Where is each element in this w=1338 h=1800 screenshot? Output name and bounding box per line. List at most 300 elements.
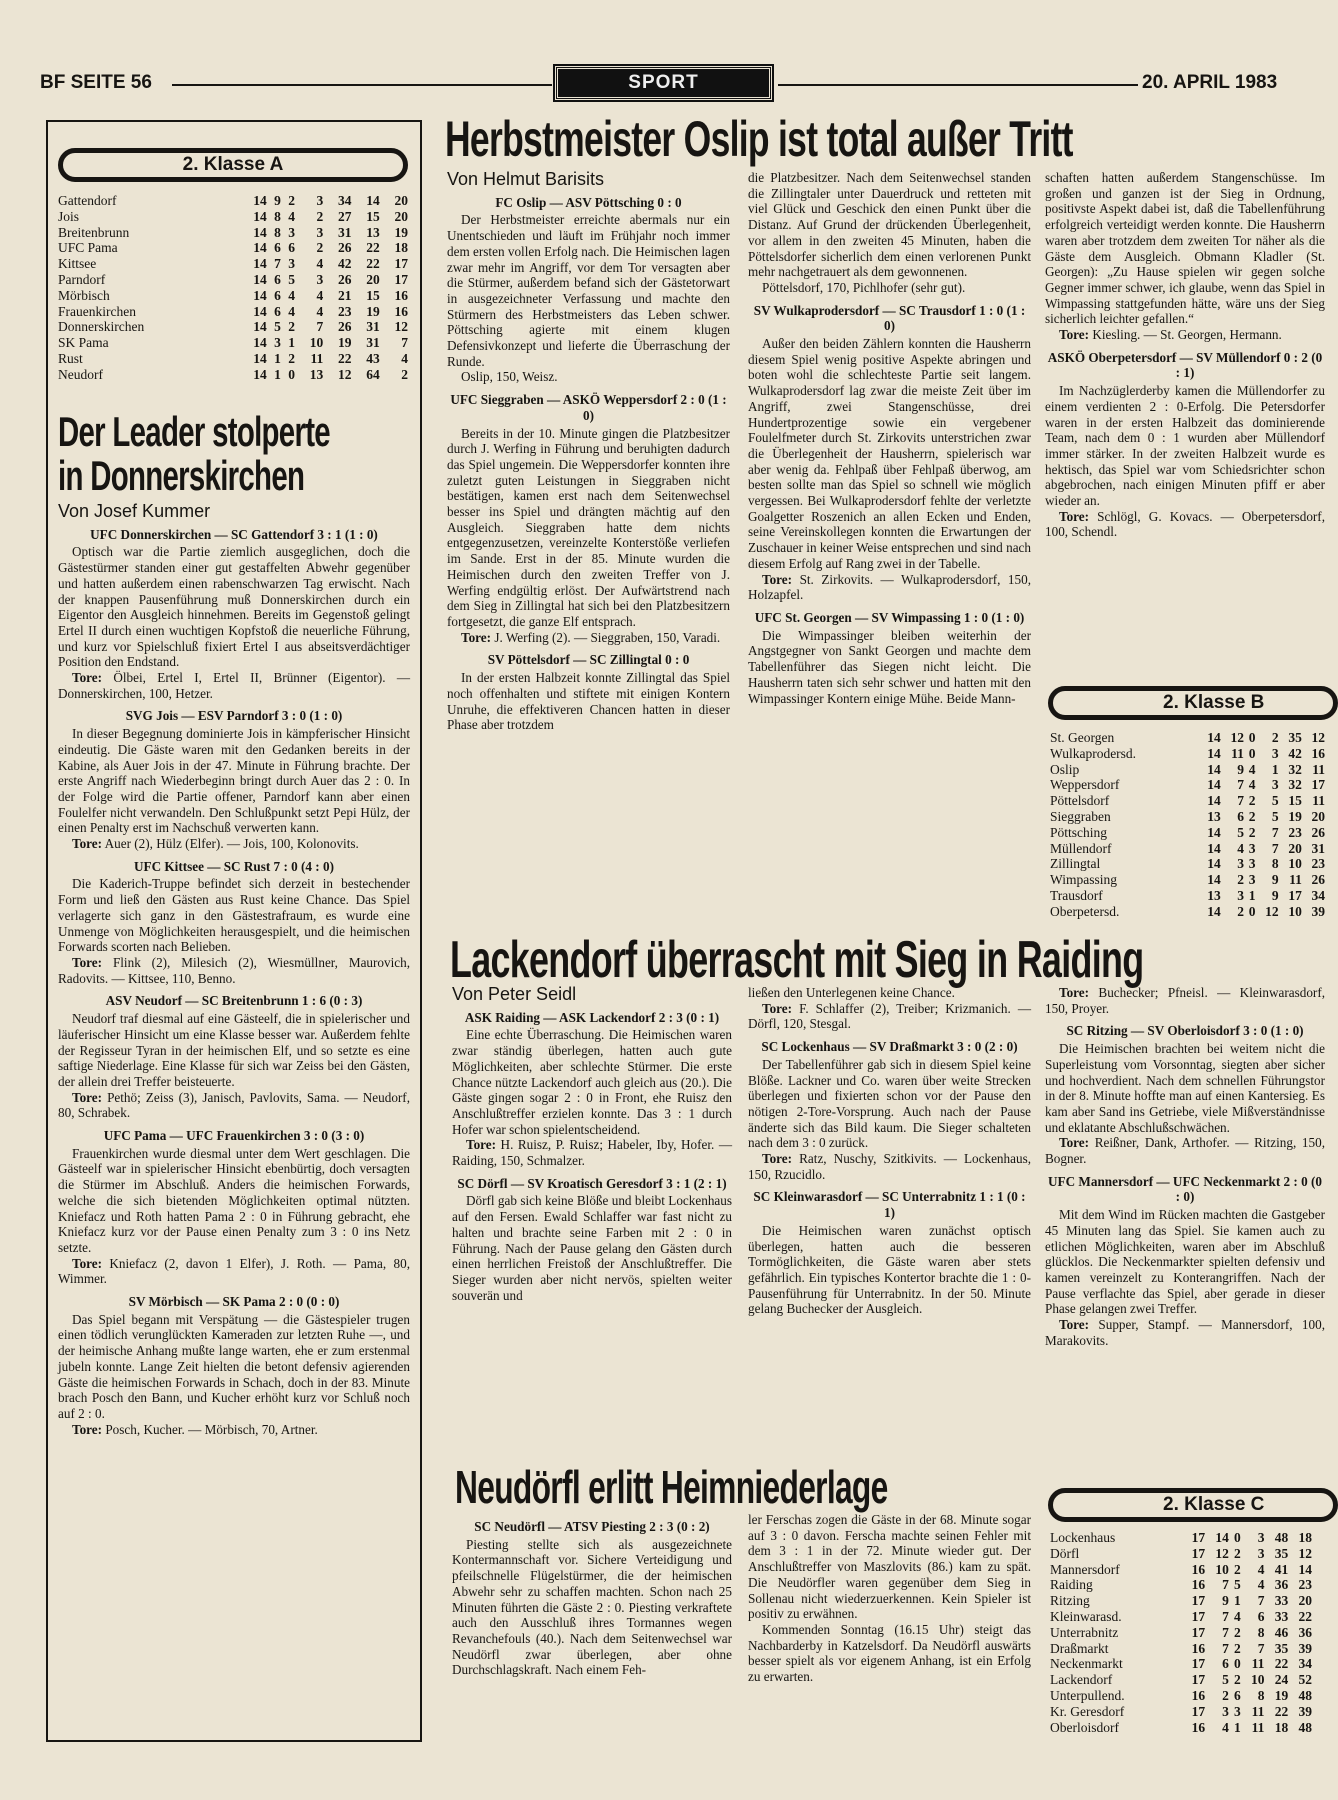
- stat-cell: 14: [253, 319, 267, 335]
- team-name: Zillingtal: [1050, 856, 1101, 872]
- paragraph: Bereits in der 10. Minute gingen die Platzbesitzer durch J. Werfing in Führung und beruhigten dadurch das Spiel ungemein. Die Weppersdorfer konnten ihre zuletzt guten Leistungen in Sieggraben nicht bestätigen, kamen erst nach dem Seitenwechsel besser ins Spiel und drängten mächtig auf den Ausgleich. Sieggraben hatte dem nichts entgegenzusetzen, vereinzelte Konterstöße verliefen im Sande. Erst in der 85. Minute wurden die Heimischen durch den zweiten Treffer von J. Werfing endgültig erlöst. Der Aufwärtstrend nach dem Sieg in Zillingtal hat sich bei den Platzbesitzern fortgesetzt, die ganze Elf entsprach.: [447, 425, 730, 629]
- stat-cell: 3: [1222, 1703, 1229, 1719]
- standings-row: [58, 193, 408, 209]
- match-result: ASKÖ Oberpetersdorf — SV Müllendorf 0 : 2 (0 : 1): [1047, 349, 1323, 381]
- klasse-b-table: [1050, 730, 1325, 920]
- stat-cell: 5: [1237, 824, 1244, 840]
- stat-cell: 13: [309, 366, 324, 382]
- stat-cell: 3: [1233, 1703, 1241, 1719]
- stat-cell: 18: [1274, 1719, 1289, 1735]
- standings-row: [1050, 1530, 1312, 1546]
- stat-cell: 23: [1288, 824, 1302, 840]
- goals-line: [58, 1422, 410, 1438]
- stat-cell: 4: [1233, 1608, 1241, 1624]
- stat-cell: 7: [1257, 1593, 1265, 1609]
- standings-row: [1050, 1546, 1312, 1562]
- standings-row: [58, 335, 408, 351]
- team-name: Mörbisch: [58, 287, 110, 303]
- page-number: BF SEITE 56: [40, 72, 152, 93]
- match-result: SC Ritzing — SV Oberloisdorf 3 : 0 (1 : 0): [1066, 1023, 1304, 1039]
- goals-text: Pethö; Zeiss (3), Janisch, Pavlovits, Sama. — Neudorf, 80, Schrabek.: [58, 1089, 410, 1121]
- stat-cell: 48: [1298, 1719, 1312, 1735]
- paragraph: Pöttelsdorf, 170, Pichlhofer (sehr gut).: [762, 279, 966, 295]
- stat-cell: 2: [1248, 808, 1256, 824]
- team-name: SK Pama: [58, 335, 109, 351]
- stat-cell: 11: [1251, 1703, 1265, 1719]
- stat-cell: 41: [1274, 1561, 1289, 1577]
- stat-cell: 13: [366, 224, 380, 240]
- stat-cell: 5: [1271, 793, 1279, 809]
- standings-row: [1050, 1577, 1312, 1593]
- stat-cell: 14: [1207, 824, 1221, 840]
- goals-text: Ratz, Nuschy, Szitkivits. — Lockenhaus, 150, Rzucidlo.: [748, 1151, 1031, 1182]
- goals-label: Tore:: [1059, 508, 1090, 524]
- stat-cell: 5: [274, 319, 281, 335]
- paragraph: Außer den beiden Zählern konnten die Hausherrn diesem Spiel wenig positive Aspekte abringen und boten wohl die schlechteste Partie seit langem. Wulkaprodersdorf lag zwar die meiste Zeit über im Angriff, zwei Stangenschüsse, drei Hundertprozentige sowie ein vergebener Foulelfmeter durch St. Zirkovits unterstrichen zwar die Überlegenheit der Hausherrn, spielerisch war aber wenig da. Fehlpaß über Fehlpaß überwog, am besten sollte man das Spiel so schnell wie möglich vergessen. Bei Wulkaprodersdorf fehlte der verletzte Goalgetter Roszenich an allen Ecken und Enden, seine Vereinskollegen konnten die Erwartungen der Zuschauer in keiner Weise entsprechen und sind nach diesem Erfolg auf Rang zwei in der Tabelle.: [748, 336, 1031, 571]
- stat-cell: 15: [366, 208, 380, 224]
- stat-cell: 9: [1222, 1593, 1229, 1609]
- standings-row: [58, 351, 408, 367]
- article-leader: [58, 502, 410, 1736]
- team-name: Unterpullend.: [1050, 1687, 1125, 1703]
- goals-text: Flink (2), Milesich (2), Wiesmüllner, Maurovich, Radovits. — Kittsee, 110, Benno.: [58, 954, 410, 986]
- standings-row: [1050, 746, 1325, 762]
- standings-row: [1050, 1720, 1312, 1736]
- stat-cell: 17: [1191, 1608, 1206, 1624]
- stat-cell: 1: [1233, 1593, 1241, 1609]
- stat-cell: 11: [1312, 793, 1325, 809]
- stat-cell: 4: [1222, 1719, 1229, 1735]
- article-lackendorf-col1: [452, 985, 732, 1455]
- standings-row: [1050, 1641, 1312, 1657]
- match-result: UFC Pama — UFC Frauenkirchen 3 : 0 (3 : 0): [103, 1128, 365, 1144]
- stat-cell: 31: [337, 224, 352, 240]
- stat-cell: 4: [1257, 1577, 1265, 1593]
- standings-row: [1050, 1672, 1312, 1688]
- stat-cell: 14: [253, 335, 267, 351]
- team-name: Müllendorf: [1050, 840, 1112, 856]
- stat-cell: 13: [1207, 887, 1221, 903]
- stat-cell: 14: [1207, 745, 1221, 761]
- paragraph: Piesting stellte sich als ausgezeichnete Kontermannschaft vor. Sichere Verteidigung und pfeilschnelle Flügelstürmer, die der heimischen Abwehr sehr zu schaffen machten. Schon nach 25 Minuten führten die Gäste 2 : 0. Piesting verkraftete auch den Ausschluß ihres Tormannes wegen Revanchefouls (40.). Nach dem Seitenwechsel war Neudörfl zwar überlegen, aber ohne Durchschlagskraft. Nach einem Feh-: [452, 1536, 732, 1678]
- stat-cell: 10: [1288, 856, 1302, 872]
- stat-cell: 17: [1191, 1530, 1206, 1545]
- stat-cell: 3: [316, 224, 324, 240]
- stat-cell: 22: [1274, 1656, 1289, 1672]
- klasse-c-wrap: [1050, 1530, 1312, 1735]
- stat-cell: 2: [288, 319, 295, 335]
- standings-row: [1050, 888, 1325, 904]
- stat-cell: 48: [1274, 1530, 1289, 1545]
- stat-cell: 31: [366, 335, 380, 351]
- goals-line: [58, 1256, 410, 1287]
- stat-cell: 2: [316, 208, 324, 224]
- goals-line: [452, 1137, 732, 1168]
- paragraph: schaften hatten außerdem Stangenschüsse. Im großen und ganzen ist der Sieg in Ordnung, positivste Aspekt dabei ist, daß die Tabellenführung erfolgreich verteidigt werden konnte. Die Hausherrn waren aber trotzdem dem zweiten Tor näher als die Gäste dem Ausgleich. Obmann Kladler (St. Georgen): „Zu Hause spielen wir gegen solche Gegner immer schwer, ich glaube, wenn das Spiel in Wimpassing stattgefunden hätte, wäre uns der Sieg sicherlich leichter gefallen.“: [1045, 170, 1325, 327]
- byline: Von Helmut Barisits: [447, 169, 605, 189]
- stat-cell: 17: [394, 271, 408, 287]
- team-name: Neudorf: [58, 366, 103, 382]
- stat-cell: 14: [253, 303, 267, 319]
- stat-cell: 23: [1298, 1577, 1312, 1593]
- stat-cell: 7: [1222, 1640, 1229, 1656]
- stat-cell: 14: [1207, 730, 1221, 745]
- paragraph: Eine echte Überraschung. Die Heimischen waren zwar ständig überlegen, hatten auch gute Möglichkeiten, aber schlechte Stürmer. Die erste Chance nützte Lackendorf auch gleich aus (20.). Die Gäste gingen sogar 2 : 0 in Front, ehe Ruisz den Anschlußtreffer erzielen konnte. Das 3 : 1 durch Hofer war schon spielentscheidend.: [452, 1027, 732, 1137]
- stat-cell: 64: [366, 366, 380, 382]
- stat-cell: 11: [310, 350, 324, 366]
- match-result: SV Pöttelsdorf — SC Zillingtal 0 : 0: [487, 652, 690, 668]
- team-name: Raiding: [1050, 1577, 1093, 1593]
- paragraph: Oslip, 150, Weisz.: [461, 369, 558, 385]
- stat-cell: 19: [1288, 808, 1302, 824]
- stat-cell: 16: [394, 303, 408, 319]
- stat-cell: 14: [253, 350, 267, 366]
- stat-cell: 36: [1298, 1624, 1312, 1640]
- goals-line: [1045, 1317, 1325, 1348]
- stat-cell: 7: [316, 319, 324, 335]
- team-name: Frauenkirchen: [58, 303, 136, 319]
- stat-cell: 35: [1274, 1640, 1289, 1656]
- paragraph: In dieser Begegnung dominierte Jois in kämpferischer Hinsicht eindeutig. Die Gäste waren mit den Gedanken bereits in der Kabine, als Auer Jois in der 47. Minute in Führung brachte. Der erste Angriff nach Wiederbeginn bringt durch Auer das 2 : 0. In der Folge wird die Partie offener, Parndorf kann aber einen Foulelfer nicht verwandeln. Den Schlußpunkt setzt Pepi Hülz, der einen Penalty erst im Nachschuß verwerten kann.: [58, 726, 410, 836]
- paragraph: Das Spiel begann mit Verspätung — die Gästespieler trugen einen tödlich verunglückten Kameraden zur letzten Ruhe —, und der heimische Anhang mußte lange warten, ehe er zum erstenmal jubeln konnte. Lange Zeit hielten die betont defensiv agierenden Gäste die heimischen Forwards in Schach, doch in der 83. Minute brach Posch den Bann, und Kucher erhöht kurz vor Schluß noch auf 2 : 0.: [58, 1311, 410, 1421]
- goals-line: [748, 1151, 1031, 1182]
- paragraph: Die Heimischen brachten bei weitem nicht die Superleistung vom Vorsonntag, siegten aber sicher und hochverdient. Nach dem schnellen Führungstor in der 8. Minute hoffte man auf einen Kantersieg. Es kam aber Sand ins Getriebe, viele Mißverständnisse und eklatante Abschlußschwächen.: [1045, 1041, 1325, 1135]
- stat-cell: 14: [366, 193, 380, 208]
- headline-leader: [58, 410, 330, 498]
- stat-cell: 17: [1191, 1624, 1206, 1640]
- stat-cell: 3: [1248, 872, 1256, 888]
- team-name: Neckenmarkt: [1050, 1656, 1123, 1672]
- stat-cell: 9: [274, 193, 281, 208]
- team-name: Unterrabnitz: [1050, 1624, 1119, 1640]
- klasse-a-title: 2. Klasse A: [58, 148, 408, 182]
- stat-cell: 0: [1248, 903, 1256, 919]
- divider: [778, 84, 1138, 86]
- stat-cell: 2: [1233, 1545, 1241, 1561]
- stat-cell: 42: [1288, 745, 1302, 761]
- headline-line: in Donnerskirchen: [58, 452, 305, 499]
- stat-cell: 31: [1311, 840, 1325, 856]
- stat-cell: 2: [1233, 1624, 1241, 1640]
- stat-cell: 20: [1311, 808, 1325, 824]
- goals-text: Reißner, Dank, Arthofer. — Ritzing, 150, Bogner.: [1045, 1135, 1325, 1167]
- stat-cell: 34: [1311, 887, 1325, 903]
- paragraph: Mit dem Wind im Rücken machten die Gastgeber 45 Minuten lang das Spiel. Sie kamen auch zu etlichen Möglichkeiten, waren aber im Abschluß glücklos. Die Neckenmarkter spielten defensiv und kamen vereinzelt zu Konterangriffen. Nach der Pause verflachte das Spiel, aber gerade in dieser Phase gelangen zwei Treffer.: [1045, 1207, 1325, 1317]
- stat-cell: 33: [1274, 1593, 1289, 1609]
- stat-cell: 26: [337, 240, 352, 256]
- goals-line: [58, 670, 410, 701]
- stat-cell: 26: [1311, 824, 1325, 840]
- stat-cell: 22: [1298, 1608, 1312, 1624]
- stat-cell: 23: [1311, 856, 1325, 872]
- match-result: SC Dörfl — SV Kroatisch Geresdorf 3 : 1 (2 : 1): [457, 1175, 727, 1191]
- stat-cell: 2: [288, 350, 295, 366]
- goals-line: [1045, 985, 1325, 1016]
- stat-cell: 10: [1250, 1672, 1265, 1688]
- stat-cell: 10: [1288, 903, 1302, 919]
- stat-cell: 2: [1248, 824, 1256, 840]
- stat-cell: 34: [337, 193, 352, 208]
- team-name: Rust: [58, 350, 83, 366]
- paragraph: Dörfl gab sich keine Blöße und bleibt Lockenhaus auf den Fersen. Ewald Schlaffer war fast nicht zu halten und brachte seine Farben mit 2 : 0 in Führung. Nach der Pause gelang den Gästen durch einen herrlichen Freistoß der Anschlußtreffer. Die Sieger wurden aber nicht nervös, spielten weiter souverän und: [452, 1193, 732, 1303]
- stat-cell: 0: [1248, 730, 1256, 745]
- standings-row: [1050, 793, 1325, 809]
- standings-row: [58, 256, 408, 272]
- stat-cell: 7: [401, 335, 408, 351]
- stat-cell: 17: [1191, 1703, 1206, 1719]
- team-name: Donnerskirchen: [58, 319, 145, 335]
- stat-cell: 9: [1271, 887, 1279, 903]
- stat-cell: 3: [1237, 887, 1244, 903]
- team-name: Gattendorf: [58, 193, 117, 208]
- stat-cell: 10: [309, 335, 324, 351]
- article-oslip-col3: [1045, 170, 1325, 690]
- stat-cell: 14: [253, 256, 267, 272]
- team-name: Oslip: [1050, 761, 1080, 777]
- stat-cell: 11: [1231, 745, 1244, 761]
- stat-cell: 1: [1271, 761, 1279, 777]
- klasse-b-title: 2. Klasse B: [1048, 686, 1338, 720]
- stat-cell: 8: [274, 208, 281, 224]
- klasse-b-wrap: [1050, 730, 1325, 920]
- stat-cell: 3: [274, 335, 281, 351]
- paragraph: Im Nachzüglerderby kamen die Müllendorfer zu einem verdienten 2 : 0-Erfolg. Die Petersdorfer waren in der ersten Halbzeit das dominierende Team, nach dem 0 : 1 wurden aber Müllendorf immer stärker. In der zweiten Halbzeit wurde es hektisch, das Spiel war vom Schiedsrichter schon abgebrochen, nach einigen Minuten pfiff er aber wieder an.: [1045, 383, 1325, 509]
- stat-cell: 0: [1233, 1530, 1241, 1545]
- stat-cell: 4: [288, 208, 295, 224]
- stat-cell: 24: [1274, 1672, 1289, 1688]
- stat-cell: 2: [1271, 730, 1279, 745]
- paragraph: Die Heimischen waren zunächst optisch überlegen, hatten auch die besseren Tormöglichkeiten, die Gäste waren aber stets gefährlich. Ein typisches Kontertor brachte die 1 : 0-Pausenführung für Unterrabnitz. In der 50. Minute gelang Buchecker der Ausgleich.: [748, 1222, 1031, 1317]
- stat-cell: 16: [394, 287, 408, 303]
- standings-row: [58, 304, 408, 320]
- stat-cell: 16: [1191, 1719, 1206, 1735]
- stat-cell: 3: [1237, 856, 1244, 872]
- issue-date: 20. APRIL 1983: [1142, 72, 1278, 93]
- stat-cell: 43: [366, 350, 380, 366]
- standings-row: [1050, 809, 1325, 825]
- stat-cell: 3: [316, 271, 324, 287]
- stat-cell: 19: [1274, 1687, 1289, 1703]
- goals-label: Tore:: [72, 1089, 103, 1105]
- team-name: Jois: [58, 208, 80, 224]
- standings-row: [58, 367, 408, 383]
- stat-cell: 22: [366, 240, 380, 256]
- stat-cell: 6: [1257, 1608, 1265, 1624]
- stat-cell: 3: [1248, 856, 1256, 872]
- stat-cell: 7: [1222, 1577, 1229, 1593]
- goals-line: [58, 1090, 410, 1121]
- stat-cell: 12: [337, 366, 352, 382]
- stat-cell: 48: [1298, 1687, 1312, 1703]
- stat-cell: 14: [253, 193, 267, 208]
- stat-cell: 17: [1191, 1656, 1206, 1672]
- stat-cell: 3: [1271, 777, 1279, 793]
- standings-row: [1050, 1562, 1312, 1578]
- stat-cell: 17: [1191, 1545, 1206, 1561]
- goals-line: [1045, 1135, 1325, 1166]
- stat-cell: 2: [1237, 872, 1244, 888]
- team-name: Ritzing: [1050, 1593, 1090, 1609]
- stat-cell: 20: [394, 193, 408, 208]
- team-name: Kittsee: [58, 256, 97, 272]
- goals-text: Auer (2), Hülz (Elfer). — Jois, 100, Kolonovits.: [104, 836, 359, 852]
- stat-cell: 23: [337, 303, 352, 319]
- stat-cell: 14: [253, 271, 267, 287]
- stat-cell: 20: [394, 208, 408, 224]
- stat-cell: 2: [288, 193, 295, 208]
- stat-cell: 14: [1207, 793, 1221, 809]
- goals-label: Tore:: [762, 571, 793, 587]
- stat-cell: 4: [316, 256, 324, 272]
- stat-cell: 0: [288, 366, 295, 382]
- klasse-a-table: [58, 193, 408, 383]
- stat-cell: 1: [274, 350, 281, 366]
- goals-label: Tore:: [72, 954, 103, 970]
- standings-row: [1050, 1609, 1312, 1625]
- stat-cell: 2: [1237, 903, 1244, 919]
- paragraph: ließen den Unterlegenen keine Chance.: [748, 985, 955, 1000]
- stat-cell: 12: [1311, 730, 1325, 745]
- stat-cell: 39: [1298, 1703, 1312, 1719]
- goals-text: Kniefacz (2, davon 1 Elfer), J. Roth. — Pama, 80, Wimmer.: [58, 1255, 411, 1287]
- stat-cell: 7: [1222, 1624, 1229, 1640]
- match-result: UFC Sieggraben — ASKÖ Weppersdorf 2 : 0 (1 : 0): [450, 392, 727, 423]
- stat-cell: 6: [274, 240, 281, 256]
- goals-line: [447, 630, 730, 646]
- stat-cell: 35: [1288, 730, 1302, 745]
- stat-cell: 36: [1274, 1577, 1289, 1593]
- match-result: ASK Raiding — ASK Lackendorf 2 : 3 (0 : 1): [464, 1009, 720, 1025]
- stat-cell: 4: [316, 287, 324, 303]
- goals-line: [1045, 327, 1325, 343]
- stat-cell: 14: [1215, 1530, 1229, 1545]
- standings-row: [1050, 856, 1325, 872]
- stat-cell: 4: [1248, 777, 1256, 793]
- standings-row: [58, 209, 408, 225]
- stat-cell: 6: [288, 240, 295, 256]
- goals-label: Tore:: [1059, 985, 1090, 1000]
- goals-label: Tore:: [72, 1255, 103, 1271]
- stat-cell: 13: [1207, 808, 1221, 824]
- match-result: UFC Donnerskirchen — SC Gattendorf 3 : 1 (1 : 0): [90, 526, 378, 542]
- paragraph: Der Herbstmeister erreichte abermals nur ein Unentschieden und läuft im Frühjahr noch immer dem ersten vollen Erfolg nach. Die Heimischen lagen zwar mehr im Angriff, vor dem Tor versagten aber die Stürmer, außerdem befand sich der Gästetorwart in ausgezeichneter Verfassung und machte den Stürmern des Herbstmeisters das Leben schwer. Pöttsching agierte mit einem klugen Defensivkonzept und lieferte die Überraschung der Runde.: [447, 212, 730, 369]
- stat-cell: 14: [1207, 856, 1221, 872]
- match-result: SV Wulkaprodersdorf — SC Trausdorf 1 : 0 (1 : 0): [753, 302, 1026, 334]
- stat-cell: 35: [1274, 1545, 1289, 1561]
- goals-label: Tore:: [1059, 1317, 1090, 1333]
- stat-cell: 1: [1248, 887, 1256, 903]
- standings-row: [58, 288, 408, 304]
- stat-cell: 2: [1233, 1561, 1241, 1577]
- article-lackendorf-col3: [1045, 985, 1325, 1495]
- stat-cell: 7: [1271, 824, 1279, 840]
- team-name: Pöttsching: [1050, 824, 1108, 840]
- stat-cell: 14: [1207, 903, 1221, 919]
- stat-cell: 19: [337, 335, 352, 351]
- stat-cell: 5: [288, 271, 295, 287]
- stat-cell: 11: [1251, 1719, 1265, 1735]
- goals-label: Tore:: [1059, 327, 1090, 343]
- standings-row: [1050, 777, 1325, 793]
- stat-cell: 3: [316, 193, 324, 208]
- team-name: Lockenhaus: [1050, 1530, 1116, 1545]
- headline-oslip: Herbstmeister Oslip ist total außer Tritt: [445, 111, 1073, 167]
- stat-cell: 8: [274, 224, 281, 240]
- paragraph: Neudorf traf diesmal auf eine Gästeelf, die in spielerischer und läuferischer Hinsicht um eine Klasse besser war. Außerdem fehlte der Regisseur Tyran in der heimischen Elf, und so setzte es eine saftige Niederlage. Eine Klasse für sich war Zeiss bei den Gästen, der allein drei Treffer beisteuerte.: [58, 1011, 410, 1089]
- stat-cell: 17: [394, 256, 408, 272]
- stat-cell: 39: [1311, 903, 1325, 919]
- stat-cell: 2: [1233, 1640, 1241, 1656]
- match-result: SV Mörbisch — SK Pama 2 : 0 (0 : 0): [128, 1294, 340, 1310]
- stat-cell: 20: [366, 271, 380, 287]
- paragraph: Der Tabellenführer gab sich in diesem Spiel keine Blöße. Lackner und Co. waren über weite Strecken überlegen und fixierten schon vor der Pause den nötigen 2-Tore-Vorsprung. Auch nach der Pause änderte sich das Bild kaum. Die Sieger schalteten nach dem 3 : 0 zurück.: [748, 1056, 1031, 1151]
- stat-cell: 14: [253, 287, 267, 303]
- goals-text: St. Zirkovits. — Wulkaprodersdorf, 150, Holzapfel.: [748, 571, 1031, 603]
- stat-cell: 17: [1191, 1593, 1206, 1609]
- match-result: ASV Neudorf — SC Breitenbrunn 1 : 6 (0 : 3): [105, 993, 363, 1009]
- stat-cell: 22: [337, 350, 352, 366]
- goals-line: [1045, 509, 1325, 540]
- team-name: Dörfl: [1050, 1545, 1080, 1561]
- stat-cell: 17: [1311, 777, 1325, 793]
- goals-text: J. Werfing (2). — Sieggraben, 150, Varadi.: [494, 629, 721, 645]
- stat-cell: 14: [1298, 1561, 1312, 1577]
- standings-row: [1050, 1656, 1312, 1672]
- stat-cell: 7: [1237, 793, 1244, 809]
- stat-cell: 14: [1207, 840, 1221, 856]
- stat-cell: 32: [1288, 777, 1302, 793]
- stat-cell: 12: [1230, 730, 1244, 745]
- stat-cell: 18: [394, 240, 408, 256]
- stat-cell: 14: [1207, 761, 1221, 777]
- stat-cell: 34: [1298, 1656, 1312, 1672]
- stat-cell: 31: [366, 319, 380, 335]
- stat-cell: 26: [337, 271, 352, 287]
- match-result: SC Neudörfl — ATSV Piesting 2 : 3 (0 : 2): [474, 1519, 710, 1534]
- standings-row: [1050, 1593, 1312, 1609]
- standings-row: [1050, 730, 1325, 746]
- paragraph: die Platzbesitzer. Nach dem Seitenwechsel standen die Zillingtaler unter Dauerdruck und retteten mit viel Glück und Geschick den einen Punkt über die Distanz. Auf Grund der drückenden Überlegenheit, vor allem in den zweiten 45 Minuten, haben die Pöttelsdorfer sicherlich dem einen verlorenen Punkt mehr nachgetrauert als dem gewonnenen.: [748, 170, 1031, 280]
- stat-cell: 16: [1311, 745, 1325, 761]
- stat-cell: 42: [337, 256, 352, 272]
- goals-text: Ölbei, Ertel I, Ertel II, Brünner (Eigentor). — Donnerskirchen, 100, Hetzer.: [58, 670, 411, 701]
- team-name: Wimpassing: [1050, 872, 1117, 888]
- article-neudoerfl-col2: [748, 1512, 1031, 1744]
- article-neudoerfl-col1: [452, 1512, 732, 1744]
- stat-cell: 14: [253, 208, 267, 224]
- stat-cell: 6: [274, 303, 281, 319]
- stat-cell: 6: [274, 271, 281, 287]
- match-result: UFC St. Georgen — SV Wimpassing 1 : 0 (1 : 0): [754, 609, 1025, 625]
- goals-line: [58, 955, 410, 986]
- stat-cell: 2: [401, 366, 408, 382]
- stat-cell: 19: [394, 224, 408, 240]
- klasse-c-title: 2. Klasse C: [1048, 1488, 1338, 1522]
- paragraph: Frauenkirchen wurde diesmal unter dem Wert geschlagen. Die Gästeelf war in spielerischer Hinsicht ebenbürtig, doch versagten die Stürmer im Abschluß. Anders die heimischen Forwards, welche die sich bietenden Möglichkeiten optimal nützten. Kniefacz und Roth hatten Pama 2 : 0 in Führung gebracht, ehe Kniefacz kurz vor der Pause einen Penalty zum 3 : 0 ins Netz setzte.: [58, 1145, 410, 1255]
- stat-cell: 21: [337, 287, 352, 303]
- stat-cell: 16: [1191, 1687, 1206, 1703]
- paragraph: Kommenden Sonntag (16.15 Uhr) steigt das Nachbarderby in Katzelsdorf. Da Neudörfl auswärts besser spielt als vor eigenem Anhang, ist ein Erfolg zu erwarten.: [748, 1621, 1031, 1685]
- team-name: Oberpetersd.: [1050, 903, 1120, 919]
- goals-label: Tore:: [461, 629, 492, 645]
- stat-cell: 7: [1237, 777, 1244, 793]
- stat-cell: 3: [1257, 1530, 1265, 1545]
- stat-cell: 26: [1311, 872, 1325, 888]
- team-name: Mannersdorf: [1050, 1561, 1120, 1577]
- standings-row: [1050, 1704, 1312, 1720]
- paragraph: Die Kaderich-Truppe befindet sich derzeit in bestechender Form und ließ den Gästen aus Rust keine Chance. Das Spiel verlagerte sich ganz in den Gästestrafraum, es wurde eine Unmenge von Möglichkeiten herausgespielt, und die heimischen Forwards scorten nach Belieben.: [58, 876, 410, 955]
- stat-cell: 33: [1274, 1608, 1289, 1624]
